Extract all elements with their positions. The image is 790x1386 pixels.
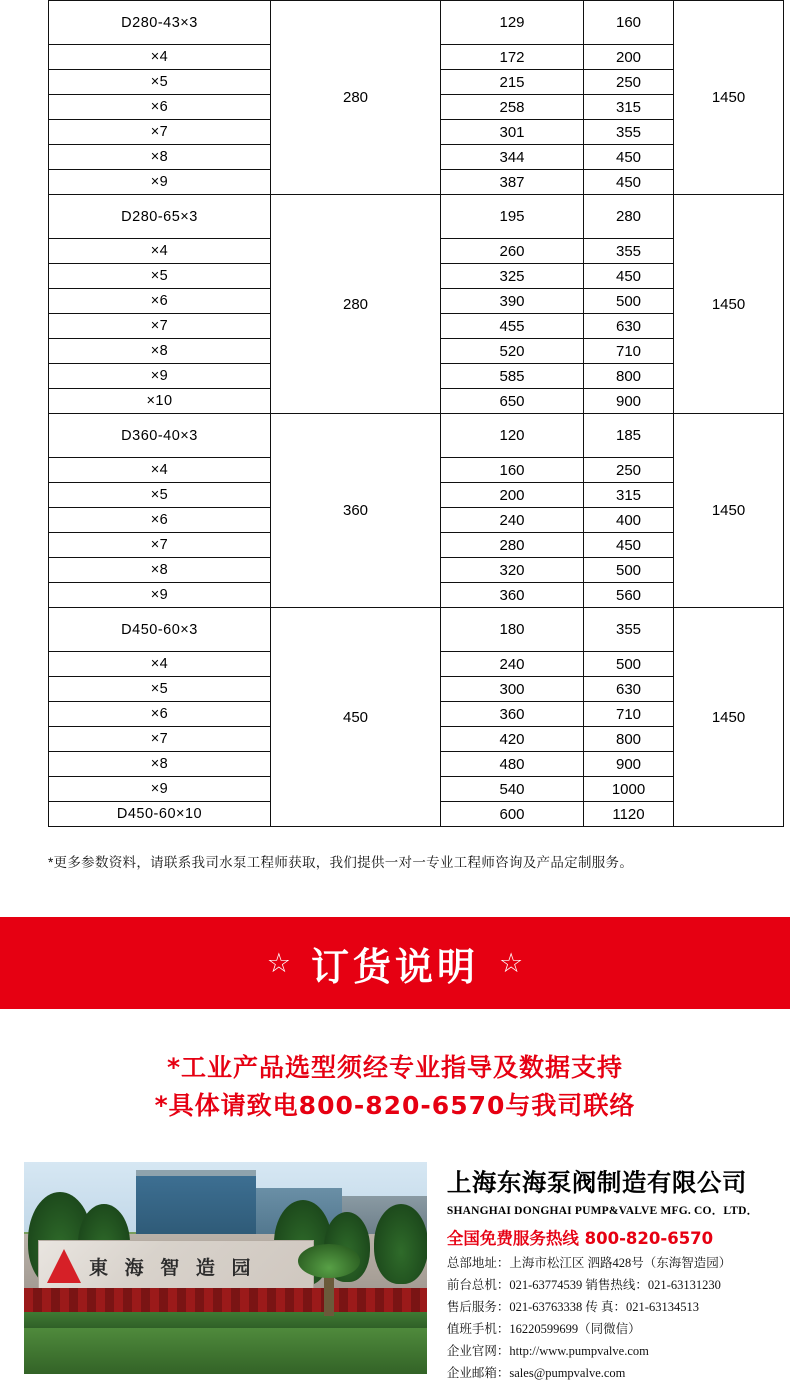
cell-model: ×9 — [49, 170, 271, 195]
cell-head: 400 — [584, 508, 674, 533]
cell-model: ×5 — [49, 70, 271, 95]
company-name-cn: 上海东海泵阀制造有限公司 — [446, 1168, 747, 1197]
cell-head: 1000 — [584, 777, 674, 802]
photo-flowerbed — [24, 1288, 427, 1314]
spec-table-body — [49, 1, 784, 827]
cell-flow: 387 — [441, 170, 584, 195]
company-contact-line: 前台总机：021-63774539 销售热线：021-63131230 — [446, 1278, 721, 1292]
cell-head: 250 — [584, 458, 674, 483]
order-instructions-banner — [0, 917, 790, 1009]
cell-head: 630 — [584, 677, 674, 702]
cell-head: 450 — [584, 264, 674, 289]
cell-model: ×8 — [49, 752, 271, 777]
cell-flow: 129 — [441, 1, 584, 45]
cell-model: ×5 — [49, 483, 271, 508]
cell-flow: 455 — [441, 314, 584, 339]
table-row — [49, 414, 784, 458]
order-note-line-1: *工业产品选型须经专业指导及数据支持 — [166, 1053, 624, 1082]
cell-head: 200 — [584, 45, 674, 70]
cell-flow: 240 — [441, 652, 584, 677]
cell-head: 450 — [584, 170, 674, 195]
cell-model: D280-65×3 — [49, 195, 271, 239]
cell-head: 560 — [584, 583, 674, 608]
cell-flow: 360 — [441, 583, 584, 608]
cell-flow: 300 — [441, 677, 584, 702]
cell-flow: 480 — [441, 752, 584, 777]
cell-model: ×6 — [49, 508, 271, 533]
photo-sign-text: 東 海 智 造 园 — [89, 1256, 256, 1279]
cell-head: 185 — [584, 414, 674, 458]
cell-flow: 120 — [441, 414, 584, 458]
cell-flow: 215 — [441, 70, 584, 95]
cell-model: ×7 — [49, 314, 271, 339]
cell-model: ×5 — [49, 677, 271, 702]
cell-model: ×4 — [49, 458, 271, 483]
cell-flow: 600 — [441, 802, 584, 827]
cell-flow: 260 — [441, 239, 584, 264]
cell-model: ×4 — [49, 652, 271, 677]
company-contact-line: 售后服务：021-63763338 传 真：021-63134513 — [446, 1300, 699, 1314]
photo-sign-stone — [38, 1240, 314, 1292]
cell-model: ×7 — [49, 727, 271, 752]
cell-model: ×9 — [49, 583, 271, 608]
banner-title: 订货说明 — [310, 944, 479, 989]
cell-model: ×6 — [49, 95, 271, 120]
cell-head: 500 — [584, 558, 674, 583]
table-row — [49, 1, 784, 45]
cell-model: ×4 — [49, 239, 271, 264]
company-name-en: SHANGHAI DONGHAI PUMP&VALVE MFG. CO．LTD． — [446, 1205, 759, 1217]
company-campus-photo — [24, 1162, 427, 1374]
pump-spec-table — [48, 0, 784, 827]
cell-flow: 360 — [441, 702, 584, 727]
cell-head: 500 — [584, 652, 674, 677]
order-note-line-2: *具体请致电800-820-6570与我司联络 — [154, 1090, 636, 1120]
cell-model: ×5 — [49, 264, 271, 289]
star-right-icon: ☆ — [499, 947, 524, 978]
cell-head: 1120 — [584, 802, 674, 827]
cell-flow: 200 — [441, 483, 584, 508]
company-contact-line: 企业邮箱：sales@pumpvalve.com — [446, 1366, 626, 1380]
cell-head: 450 — [584, 145, 674, 170]
cell-head: 900 — [584, 389, 674, 414]
cell-head: 315 — [584, 483, 674, 508]
cell-model: ×7 — [49, 120, 271, 145]
cell-flow: 420 — [441, 727, 584, 752]
cell-head: 800 — [584, 727, 674, 752]
table-row — [49, 195, 784, 239]
cell-rpm: 1450 — [674, 1, 784, 195]
cell-head: 355 — [584, 608, 674, 652]
cell-head: 500 — [584, 289, 674, 314]
company-contact-line: 值班手机：16220599699（同微信） — [446, 1322, 641, 1336]
cell-model: ×8 — [49, 339, 271, 364]
company-contact-line: 企业官网：http://www.pumpvalve.com — [446, 1344, 649, 1358]
cell-flow: 280 — [441, 533, 584, 558]
company-address: 总部地址：上海市松江区 泗路428号（东海智造园） — [446, 1256, 732, 1270]
cell-head: 355 — [584, 239, 674, 264]
cell-head: 900 — [584, 752, 674, 777]
cell-head: 710 — [584, 339, 674, 364]
cell-model: ×6 — [49, 289, 271, 314]
cell-model: D360-40×3 — [49, 414, 271, 458]
cell-rpm: 1450 — [674, 608, 784, 827]
cell-flow: 520 — [441, 339, 584, 364]
cell-size: 280 — [271, 195, 441, 414]
cell-head: 355 — [584, 120, 674, 145]
cell-head: 630 — [584, 314, 674, 339]
cell-size: 360 — [271, 414, 441, 608]
photo-tree-icon — [374, 1204, 427, 1284]
cell-flow: 540 — [441, 777, 584, 802]
cell-head: 800 — [584, 364, 674, 389]
cell-model: ×9 — [49, 777, 271, 802]
cell-model: ×8 — [49, 558, 271, 583]
cell-model: ×9 — [49, 364, 271, 389]
cell-size: 450 — [271, 608, 441, 827]
cell-flow: 240 — [441, 508, 584, 533]
cell-model: ×4 — [49, 45, 271, 70]
cell-model: D450-60×10 — [49, 802, 271, 827]
cell-model: ×6 — [49, 702, 271, 727]
cell-model: ×7 — [49, 533, 271, 558]
cell-flow: 172 — [441, 45, 584, 70]
cell-rpm: 1450 — [674, 414, 784, 608]
cell-flow: 320 — [441, 558, 584, 583]
photo-lawn — [24, 1328, 427, 1374]
cell-flow: 650 — [441, 389, 584, 414]
banner-inner — [267, 936, 523, 991]
cell-flow: 301 — [441, 120, 584, 145]
cell-flow: 160 — [441, 458, 584, 483]
cell-head: 450 — [584, 533, 674, 558]
table-row — [49, 608, 784, 652]
cell-flow: 180 — [441, 608, 584, 652]
order-notes — [0, 1009, 790, 1154]
cell-model: ×8 — [49, 145, 271, 170]
donghai-triangle-logo-icon — [47, 1249, 81, 1283]
cell-head: 250 — [584, 70, 674, 95]
cell-flow: 585 — [441, 364, 584, 389]
star-left-icon: ☆ — [266, 947, 291, 978]
cell-flow: 258 — [441, 95, 584, 120]
cell-size: 280 — [271, 1, 441, 195]
cell-rpm: 1450 — [674, 195, 784, 414]
cell-flow: 390 — [441, 289, 584, 314]
photo-building-1 — [136, 1176, 256, 1234]
cell-head: 315 — [584, 95, 674, 120]
cell-head: 280 — [584, 195, 674, 239]
cell-flow: 344 — [441, 145, 584, 170]
company-info — [447, 1162, 766, 1381]
photo-palm-fronds — [298, 1244, 360, 1278]
cell-model: D280-43×3 — [49, 1, 271, 45]
cell-model: D450-60×3 — [49, 608, 271, 652]
cell-model: ×10 — [49, 389, 271, 414]
company-hotline: 全国免费服务热线 800-820-6570 — [446, 1229, 714, 1248]
cell-head: 160 — [584, 1, 674, 45]
cell-flow: 325 — [441, 264, 584, 289]
footer — [0, 1154, 790, 1381]
company-contact-lines — [447, 1275, 766, 1381]
cell-flow: 195 — [441, 195, 584, 239]
cell-head: 710 — [584, 702, 674, 727]
table-footnote: *更多参数资料，请联系我司水泵工程师获取，我们提供一对一专业工程师咨询及产品定制服务。 — [48, 855, 634, 870]
